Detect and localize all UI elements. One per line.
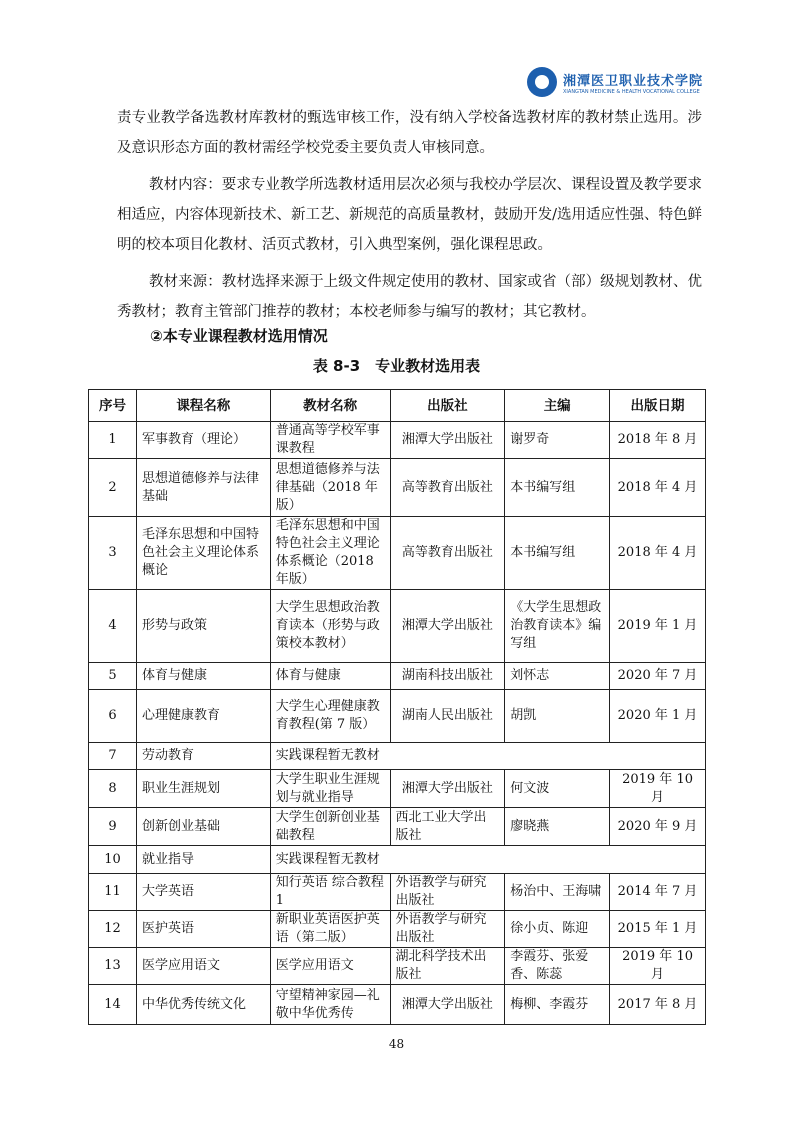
table-cell: 2018 年 4 月 bbox=[610, 517, 706, 590]
table-cell: 湖南人民出版社 bbox=[390, 690, 505, 743]
table-cell: 高等教育出版社 bbox=[390, 517, 505, 590]
table-cell: 《大学生思想政治教育读本》编写组 bbox=[505, 590, 610, 663]
table-row bbox=[89, 985, 706, 1025]
table-cell: 新职业英语医护英语（第二版） bbox=[270, 911, 390, 948]
table-cell: 2020 年 9 月 bbox=[610, 808, 706, 846]
table-cell: 毛泽东思想和中国特色社会主义理论体系概论（2018 年版） bbox=[270, 517, 390, 590]
table-cell: 大学生职业生涯规划与就业指导 bbox=[270, 770, 390, 808]
table-cell: 毛泽东思想和中国特色社会主义理论体系概论 bbox=[136, 517, 270, 590]
page-number: 48 bbox=[388, 1037, 405, 1051]
table-cell: 大学生创新创业基础教程 bbox=[270, 808, 390, 846]
paragraph: 责专业教学备选教材库教材的甄选审核工作，没有纳入学校备选教材库的教材禁止选用。涉及意识形态方面的教材需经学校党委主要负责人审核同意。 bbox=[117, 110, 702, 156]
table-cell: 本书编写组 bbox=[505, 517, 610, 590]
table-cell: 湖南科技出版社 bbox=[390, 663, 505, 690]
table-cell: 心理健康教育 bbox=[136, 690, 270, 743]
table-cell: 2 bbox=[89, 459, 137, 517]
table-cell: 思想道德修养与法律基础 bbox=[136, 459, 270, 517]
column-header: 序号 bbox=[89, 390, 137, 422]
table-cell: 湘潭大学出版社 bbox=[390, 770, 505, 808]
table-cell: 3 bbox=[89, 517, 137, 590]
table-cell: 劳动教育 bbox=[136, 743, 270, 770]
table-cell: 杨治中、王海啸 bbox=[505, 874, 610, 911]
table-cell: 体育与健康 bbox=[136, 663, 270, 690]
table-cell: 就业指导 bbox=[136, 846, 270, 874]
table-cell: 2014 年 7 月 bbox=[610, 874, 706, 911]
table-row bbox=[89, 874, 706, 911]
table-cell: 体育与健康 bbox=[270, 663, 390, 690]
logo-chinese-name: 湘潭医卫职业技术学院 bbox=[563, 73, 704, 89]
column-header: 出版社 bbox=[390, 390, 505, 422]
table-row bbox=[89, 770, 706, 808]
table-cell: 外语教学与研究出版社 bbox=[390, 874, 505, 911]
table-cell: 西北工业大学出版社 bbox=[390, 808, 505, 846]
table-cell: 刘怀志 bbox=[505, 663, 610, 690]
column-header: 主编 bbox=[505, 390, 610, 422]
table-cell: 湘潭大学出版社 bbox=[390, 985, 505, 1025]
table-row bbox=[89, 808, 706, 846]
table-row bbox=[89, 517, 706, 590]
table-cell: 实践课程暂无教材 bbox=[270, 743, 705, 770]
table-cell: 医护英语 bbox=[136, 911, 270, 948]
table-cell: 2019 年 10 月 bbox=[610, 948, 706, 985]
table-cell: 2020 年 1 月 bbox=[610, 690, 706, 743]
table-cell: 本书编写组 bbox=[505, 459, 610, 517]
table-cell: 徐小贞、陈迎 bbox=[505, 911, 610, 948]
table-cell: 形势与政策 bbox=[136, 590, 270, 663]
table-cell: 14 bbox=[89, 985, 137, 1025]
table-cell: 知行英语 综合教程 1 bbox=[270, 874, 390, 911]
logo-english-name: XIANGTAN MEDICINE & HEALTH VOCATIONAL COLLEGE bbox=[563, 88, 700, 95]
textbook-table bbox=[88, 389, 706, 1025]
table-cell: 2019 年 10 月 bbox=[610, 770, 706, 808]
table-row bbox=[89, 948, 706, 985]
table-cell: 医学应用语文 bbox=[136, 948, 270, 985]
table-cell: 谢罗奇 bbox=[505, 422, 610, 459]
table-cell: 大学生心理健康教育教程(第 7 版） bbox=[270, 690, 390, 743]
section-heading: ②本专业课程教材选用情况 bbox=[150, 327, 328, 345]
table-cell: 中华优秀传统文化 bbox=[136, 985, 270, 1025]
table-cell: 湖北科学技术出版社 bbox=[390, 948, 505, 985]
table-cell: 普通高等学校军事课教程 bbox=[270, 422, 390, 459]
table-cell: 湘潭大学出版社 bbox=[390, 590, 505, 663]
table-cell: 2017 年 8 月 bbox=[610, 985, 706, 1025]
paragraph: 教材内容：要求专业教学所选教材适用层次必须与我校办学层次、课程设置及教学要求相适应，内容体现新技术、新工艺、新规范的高质量教材，鼓励开发/选用适应性强、特色鲜明的校本项目化教材、活页式教材，引入典型案例，强化课程思政。 bbox=[117, 177, 702, 253]
table-cell: 梅柳、李霞芬 bbox=[505, 985, 610, 1025]
table-cell: 8 bbox=[89, 770, 137, 808]
table-cell: 湘潭大学出版社 bbox=[390, 422, 505, 459]
table-cell: 2020 年 7 月 bbox=[610, 663, 706, 690]
table-cell: 实践课程暂无教材 bbox=[270, 846, 705, 874]
table-cell: 11 bbox=[89, 874, 137, 911]
table-cell: 创新创业基础 bbox=[136, 808, 270, 846]
column-header: 出版日期 bbox=[610, 390, 706, 422]
table-cell: 2018 年 8 月 bbox=[610, 422, 706, 459]
table-cell: 大学英语 bbox=[136, 874, 270, 911]
table-row bbox=[89, 663, 706, 690]
table-cell: 何文波 bbox=[505, 770, 610, 808]
table-row bbox=[89, 846, 706, 874]
column-header: 课程名称 bbox=[136, 390, 270, 422]
table-cell: 医学应用语文 bbox=[270, 948, 390, 985]
table-cell: 6 bbox=[89, 690, 137, 743]
table-cell: 1 bbox=[89, 422, 137, 459]
table-row bbox=[89, 743, 706, 770]
college-seal-icon bbox=[527, 67, 557, 97]
table-caption: 表 8-3 专业教材选用表 bbox=[312, 357, 481, 375]
table-cell: 高等教育出版社 bbox=[390, 459, 505, 517]
table-row bbox=[89, 690, 706, 743]
table-cell: 7 bbox=[89, 743, 137, 770]
table-cell: 外语教学与研究出版社 bbox=[390, 911, 505, 948]
table-cell: 13 bbox=[89, 948, 137, 985]
column-header: 教材名称 bbox=[270, 390, 390, 422]
table-cell: 2018 年 4 月 bbox=[610, 459, 706, 517]
table-cell: 廖晓燕 bbox=[505, 808, 610, 846]
table-cell: 胡凯 bbox=[505, 690, 610, 743]
college-logo bbox=[527, 67, 703, 97]
table-cell: 李霞芬、张爱香、陈蕊 bbox=[505, 948, 610, 985]
table-cell: 职业生涯规划 bbox=[136, 770, 270, 808]
table-row bbox=[89, 911, 706, 948]
table-cell: 9 bbox=[89, 808, 137, 846]
table-cell: 12 bbox=[89, 911, 137, 948]
table-row bbox=[89, 590, 706, 663]
table-cell: 2015 年 1 月 bbox=[610, 911, 706, 948]
paragraph: 教材来源：教材选择来源于上级文件规定使用的教材、国家或省（部）级规划教材、优秀教材；教育主管部门推荐的教材；本校老师参与编写的教材；其它教材。 bbox=[117, 274, 702, 320]
table-row bbox=[89, 459, 706, 517]
table-cell: 10 bbox=[89, 846, 137, 874]
table-cell: 2019 年 1 月 bbox=[610, 590, 706, 663]
table-cell: 军事教育（理论） bbox=[136, 422, 270, 459]
table-cell: 思想道德修养与法律基础（2018 年版） bbox=[270, 459, 390, 517]
table-cell: 5 bbox=[89, 663, 137, 690]
table-cell: 守望精神家园—礼敬中华优秀传 bbox=[270, 985, 390, 1025]
table-row bbox=[89, 422, 706, 459]
table-cell: 4 bbox=[89, 590, 137, 663]
table-cell: 大学生思想政治教育读本（形势与政策校本教材） bbox=[270, 590, 390, 663]
